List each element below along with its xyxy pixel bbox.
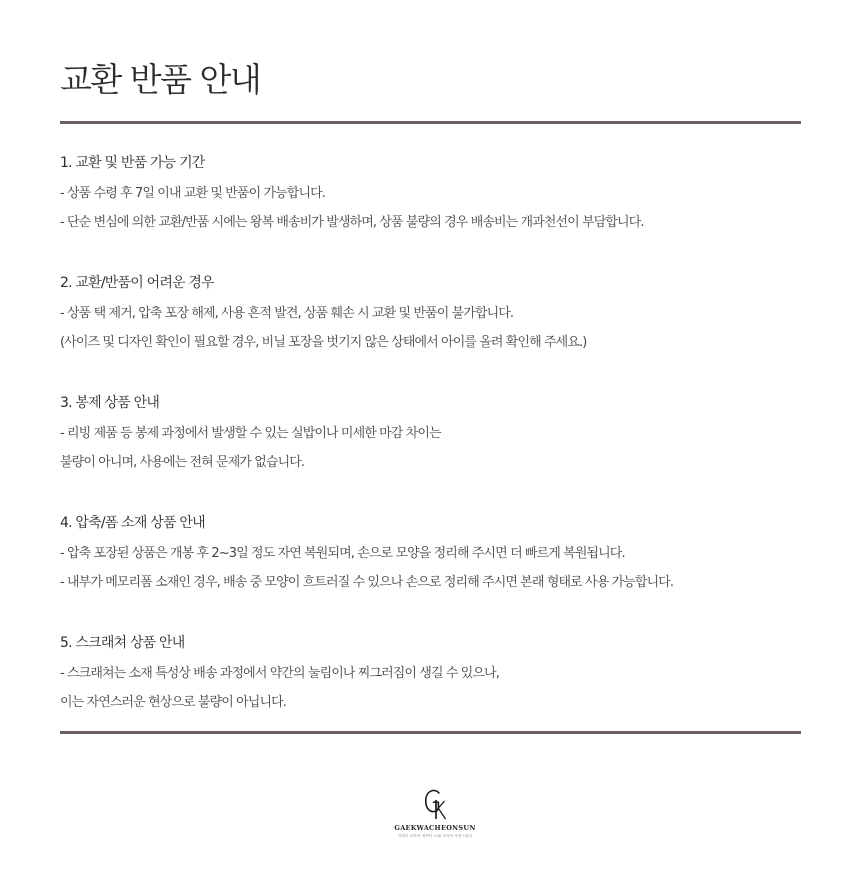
section-heading: 5. 스크래쳐 상품 안내 bbox=[60, 635, 185, 651]
section-line: - 상품 택 제거, 압축 포장 해제, 사용 흔적 발견, 상품 훼손 시 교환 및 반품이 불가합니다. bbox=[60, 306, 514, 321]
section-line: - 리빙 제품 등 봉제 과정에서 발생할 수 있는 실밥이나 미세한 마감 차이는 bbox=[60, 426, 441, 441]
brand-logo bbox=[380, 788, 490, 839]
section-non-returnable bbox=[60, 268, 820, 357]
bottom-divider bbox=[60, 731, 801, 734]
top-divider bbox=[60, 121, 801, 124]
section-line: - 상품 수령 후 7일 이내 교환 및 반품이 가능합니다. bbox=[60, 186, 325, 201]
section-sewn-products bbox=[60, 388, 820, 477]
section-heading: 1. 교환 및 반품 가능 기간 bbox=[60, 155, 205, 171]
brand-tagline: 자세히 보아야 예쁘다 오래 보아야 사랑스럽다 bbox=[397, 834, 473, 838]
section-line: - 단순 변심에 의한 교환/반품 시에는 왕복 배송비가 발생하며, 상품 불량의 경우 배송비는 개과천선이 부담합니다. bbox=[60, 215, 644, 230]
section-heading: 3. 봉제 상품 안내 bbox=[60, 395, 160, 411]
page-title: 교환 반품 안내 bbox=[60, 60, 261, 99]
section-line: - 스크래쳐는 소재 특성상 배송 과정에서 약간의 눌림이나 찌그러짐이 생길 수 있으나, bbox=[60, 666, 499, 681]
section-exchange-period bbox=[60, 148, 820, 237]
brand-wordmark: GAEKWACHEONSUN bbox=[394, 824, 476, 832]
section-line: (사이즈 및 디자인 확인이 필요할 경우, 비닐 포장을 벗기지 않은 상태에서 아이를 올려 확인해 주세요.) bbox=[60, 335, 587, 350]
section-line: 이는 자연스러운 현상으로 불량이 아닙니다. bbox=[60, 695, 287, 710]
section-heading: 4. 압축/폼 소재 상품 안내 bbox=[60, 515, 205, 531]
section-scratcher bbox=[60, 628, 820, 717]
notice-content bbox=[60, 148, 820, 748]
section-line: - 내부가 메모리폼 소재인 경우, 배송 중 모양이 흐트러질 수 있으나 손으로 정리해 주시면 본래 형태로 사용 가능합니다. bbox=[60, 575, 674, 590]
section-line: 불량이 아니며, 사용에는 전혀 문제가 없습니다. bbox=[60, 455, 305, 470]
section-compressed-foam bbox=[60, 508, 820, 597]
section-heading: 2. 교환/반품이 어려운 경우 bbox=[60, 275, 214, 291]
section-line: - 압축 포장된 상품은 개봉 후 2~3일 정도 자연 복원되며, 손으로 모양을 정리해 주시면 더 빠르게 복원됩니다. bbox=[60, 546, 625, 561]
gk-monogram-icon bbox=[420, 788, 450, 822]
